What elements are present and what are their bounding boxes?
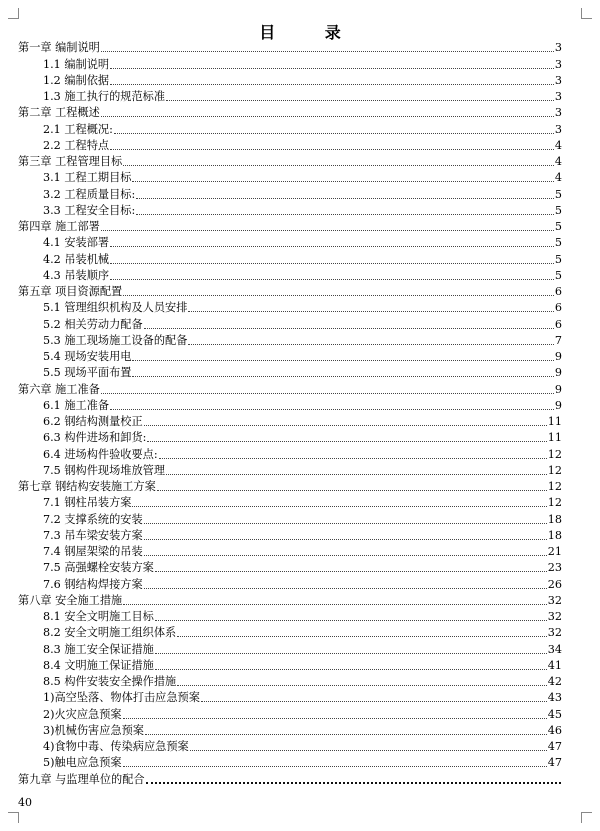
toc-section-entry[interactable] bbox=[18, 185, 562, 201]
toc-section-entry[interactable] bbox=[18, 445, 562, 461]
toc-entry-page: 3 bbox=[554, 41, 562, 55]
toc-leader-dots bbox=[110, 68, 554, 69]
toc-leader-dots bbox=[146, 782, 561, 784]
toc-leader-dots bbox=[110, 84, 554, 85]
toc-section-entry[interactable] bbox=[18, 754, 562, 770]
toc-entry-page: 4 bbox=[554, 138, 562, 152]
toc-section-entry[interactable] bbox=[18, 397, 562, 413]
toc-entry-page: 3 bbox=[554, 106, 562, 120]
toc-entry-page: 47 bbox=[547, 756, 562, 770]
toc-section-entry[interactable] bbox=[18, 88, 562, 104]
toc-section-entry[interactable] bbox=[18, 624, 562, 640]
toc-section-entry[interactable] bbox=[18, 543, 562, 559]
toc-leader-dots bbox=[188, 311, 553, 312]
toc-leader-dots bbox=[201, 701, 547, 702]
toc-entry-page: 12 bbox=[547, 480, 562, 493]
toc-chapter-entry[interactable] bbox=[18, 39, 562, 55]
toc-entry-label: 8.3 施工安全保证措施 bbox=[43, 642, 154, 656]
toc-entry-page: 12 bbox=[547, 463, 562, 477]
toc-section-entry[interactable] bbox=[18, 315, 562, 331]
toc-entry-page: 47 bbox=[547, 740, 562, 753]
toc-entry-label: 5.1 管理组织机构及人员安排 bbox=[43, 301, 188, 315]
toc-entry-label: 5.3 施工现场施工设备的配备 bbox=[43, 333, 188, 347]
toc-entry-page: 43 bbox=[547, 691, 562, 705]
toc-leader-dots bbox=[188, 344, 553, 345]
toc-section-entry[interactable] bbox=[18, 72, 562, 88]
toc-entry-page: 6 bbox=[554, 317, 562, 331]
toc-entry-label: 7.1 钢柱吊装方案 bbox=[43, 496, 132, 510]
toc-entry-label: 4.2 吊装机械 bbox=[43, 252, 110, 266]
toc-entry-page: 6 bbox=[554, 301, 562, 315]
toc-entry-page: 6 bbox=[554, 285, 562, 298]
toc-leader-dots bbox=[101, 230, 554, 231]
toc-entry-label: 第三章 工程管理目标 bbox=[18, 155, 123, 168]
toc-entry-label: 第七章 钢结构安装施工方案 bbox=[18, 480, 156, 493]
toc-entry-label: 1)高空坠落、物体打击应急预案 bbox=[43, 691, 200, 705]
toc-entry-label: 1.3 施工执行的规范标准 bbox=[43, 90, 166, 103]
toc-chapter-entry[interactable] bbox=[18, 218, 562, 234]
toc-entry-page: 3 bbox=[554, 73, 562, 87]
toc-entry-label: 5.5 现场平面布置 bbox=[43, 366, 132, 380]
toc-entry-label: 5.2 相关劳动力配备 bbox=[43, 317, 143, 331]
toc-leader-dots bbox=[155, 653, 547, 654]
toc-entry-label: 第四章 施工部署 bbox=[18, 220, 100, 233]
toc-title: 目 录 bbox=[259, 23, 363, 42]
toc-entry-page: 18 bbox=[547, 528, 562, 542]
toc-entry-page: 9 bbox=[554, 382, 562, 396]
toc-entry-label: 8.4 文明施工保证措施 bbox=[43, 658, 154, 672]
toc-leader-dots bbox=[177, 636, 547, 637]
toc-leader-dots bbox=[132, 506, 546, 507]
toc-entry-label: 6.4 进场构件验收要点: bbox=[43, 447, 158, 461]
toc-leader-dots bbox=[123, 295, 554, 296]
toc-leader-dots bbox=[190, 750, 547, 751]
toc-leader-dots bbox=[123, 718, 547, 719]
toc-leader-dots bbox=[166, 100, 554, 101]
toc-leader-dots bbox=[132, 360, 553, 361]
toc-leader-dots bbox=[110, 149, 554, 150]
toc-leader-dots bbox=[110, 409, 554, 410]
toc-entry-page: 9 bbox=[554, 366, 562, 380]
toc-section-entry[interactable] bbox=[18, 250, 562, 266]
toc-section-entry[interactable] bbox=[18, 137, 562, 153]
toc-section-entry[interactable] bbox=[18, 364, 562, 380]
toc-leader-dots bbox=[166, 474, 547, 475]
toc-entry-label: 6.3 构件进场和卸货: bbox=[43, 431, 147, 445]
toc-entry-label: 7.3 吊车梁安装方案 bbox=[43, 528, 143, 542]
crop-mark-top-left bbox=[8, 8, 19, 19]
toc-entry-page: 5 bbox=[554, 220, 562, 233]
toc-entry-page: 9 bbox=[554, 398, 562, 412]
toc-section-entry[interactable] bbox=[18, 575, 562, 591]
toc-entry-page: 4 bbox=[554, 155, 562, 168]
toc-leader-dots bbox=[144, 555, 547, 556]
toc-section-entry[interactable] bbox=[18, 722, 562, 738]
toc-chapter-entry[interactable] bbox=[18, 770, 562, 786]
toc-entry-page: 3 bbox=[554, 90, 562, 103]
toc-entry-label: 1.2 编制依据 bbox=[43, 73, 110, 87]
toc-entry-page: 12 bbox=[547, 447, 562, 461]
toc-section-entry[interactable] bbox=[18, 689, 562, 705]
toc-section-entry[interactable] bbox=[18, 640, 562, 656]
toc-entry-page: 32 bbox=[547, 610, 562, 623]
toc-leader-dots bbox=[101, 116, 554, 117]
toc-section-entry[interactable] bbox=[18, 234, 562, 250]
toc-section-entry[interactable] bbox=[18, 510, 562, 526]
toc-entry-page: 4 bbox=[554, 171, 562, 185]
toc-entry-label: 3)机械伤害应急预案 bbox=[43, 723, 144, 737]
toc-section-entry[interactable] bbox=[18, 462, 562, 478]
toc-entry-page: 11 bbox=[547, 415, 562, 428]
toc-section-entry[interactable] bbox=[18, 608, 562, 624]
page-number: 40 bbox=[18, 796, 32, 809]
toc-entry-page: 7 bbox=[554, 333, 562, 347]
toc-entry-label: 3.3 工程安全目标: bbox=[43, 203, 136, 217]
toc-leader-dots bbox=[155, 620, 547, 621]
toc-entry-page: 5 bbox=[554, 203, 562, 217]
toc-chapter-entry[interactable] bbox=[18, 380, 562, 396]
toc-chapter-entry[interactable] bbox=[18, 592, 562, 608]
toc-section-entry[interactable] bbox=[18, 332, 562, 348]
toc-entry-page: 42 bbox=[547, 675, 562, 688]
toc-entry-page: 32 bbox=[547, 593, 562, 607]
toc-leader-dots bbox=[136, 214, 554, 215]
toc-leader-dots bbox=[101, 51, 554, 52]
toc-section-entry[interactable] bbox=[18, 348, 562, 364]
toc-entry-label: 第六章 施工准备 bbox=[18, 382, 100, 396]
toc-leader-dots bbox=[159, 458, 547, 459]
toc-leader-dots bbox=[144, 328, 554, 329]
toc-entry-page: 12 bbox=[547, 496, 562, 510]
toc-leader-dots bbox=[110, 279, 554, 280]
toc-entry-label: 8.2 安全文明施工组织体系 bbox=[43, 626, 177, 640]
toc-leader-dots bbox=[110, 263, 554, 264]
toc-section-entry[interactable] bbox=[18, 413, 562, 429]
toc-entry-page: 34 bbox=[547, 642, 562, 656]
table-of-contents bbox=[18, 39, 562, 787]
toc-entry-label: 7.2 支撑系统的安装 bbox=[43, 512, 143, 526]
toc-chapter-entry[interactable] bbox=[18, 104, 562, 120]
toc-section-entry[interactable] bbox=[18, 527, 562, 543]
toc-entry-page: 3 bbox=[554, 122, 562, 136]
toc-entry-label: 7.5 高强螺栓安装方案 bbox=[43, 561, 154, 575]
toc-entry-label: 4.1 安装部署 bbox=[43, 236, 110, 250]
crop-mark-bottom-right bbox=[581, 812, 592, 823]
toc-leader-dots bbox=[114, 133, 554, 134]
toc-entry-page: 32 bbox=[547, 626, 562, 640]
toc-leader-dots bbox=[144, 588, 547, 589]
toc-chapter-entry[interactable] bbox=[18, 153, 562, 169]
toc-leader-dots bbox=[144, 425, 547, 426]
toc-entry-page: 5 bbox=[554, 252, 562, 266]
toc-leader-dots bbox=[155, 571, 547, 572]
toc-entry-label: 第八章 安全施工措施 bbox=[18, 593, 123, 607]
toc-section-entry[interactable] bbox=[18, 169, 562, 185]
toc-leader-dots bbox=[110, 246, 554, 247]
toc-entry-label: 6.2 钢结构测量校正 bbox=[43, 415, 143, 428]
toc-entry-page: 11 bbox=[547, 431, 562, 445]
toc-entry-label: 1.1 编制说明 bbox=[43, 57, 110, 71]
toc-entry-label: 4.3 吊装顺序 bbox=[43, 268, 110, 282]
toc-entry-label: 7.6 钢结构焊接方案 bbox=[43, 577, 143, 591]
toc-entry-page: 45 bbox=[547, 707, 562, 721]
toc-entry-label: 5.4 现场安装用电 bbox=[43, 350, 132, 363]
toc-entry-page: 9 bbox=[554, 350, 562, 363]
toc-entry-label: 第一章 编制说明 bbox=[18, 41, 100, 55]
toc-leader-dots bbox=[123, 604, 547, 605]
toc-entry-page: 18 bbox=[547, 512, 562, 526]
toc-section-entry[interactable] bbox=[18, 673, 562, 689]
crop-mark-top-right bbox=[581, 8, 592, 19]
toc-leader-dots bbox=[123, 165, 554, 166]
toc-entry-label: 3.2 工程质量目标: bbox=[43, 187, 136, 201]
toc-entry-label: 6.1 施工准备 bbox=[43, 398, 110, 412]
toc-leader-dots bbox=[145, 734, 547, 735]
toc-entry-label: 3.1 工程工期目标 bbox=[43, 171, 132, 185]
toc-entry-label: 8.5 构件安装安全操作措施 bbox=[43, 675, 177, 688]
toc-entry-page: 41 bbox=[547, 658, 562, 672]
crop-mark-bottom-left bbox=[8, 812, 19, 823]
toc-chapter-entry[interactable] bbox=[18, 478, 562, 494]
toc-entry-page: 5 bbox=[554, 187, 562, 201]
toc-entry-label: 2.2 工程特点 bbox=[43, 138, 110, 152]
toc-section-entry[interactable] bbox=[18, 429, 562, 445]
toc-leader-dots bbox=[144, 523, 547, 524]
toc-entry-page: 3 bbox=[554, 57, 562, 71]
toc-entry-page: 26 bbox=[547, 577, 562, 591]
toc-leader-dots bbox=[132, 376, 553, 377]
toc-entry-label: 2)火灾应急预案 bbox=[43, 707, 122, 721]
toc-section-entry[interactable] bbox=[18, 202, 562, 218]
toc-section-entry[interactable] bbox=[18, 657, 562, 673]
toc-section-entry[interactable] bbox=[18, 299, 562, 315]
toc-entry-label: 2.1 工程概况: bbox=[43, 122, 113, 136]
toc-section-entry[interactable] bbox=[18, 494, 562, 510]
toc-section-entry[interactable] bbox=[18, 267, 562, 283]
toc-entry-page: 5 bbox=[554, 268, 562, 282]
toc-section-entry[interactable] bbox=[18, 55, 562, 71]
toc-entry-label: 8.1 安全文明施工目标 bbox=[43, 610, 154, 623]
toc-section-entry[interactable] bbox=[18, 559, 562, 575]
toc-leader-dots bbox=[147, 441, 546, 442]
toc-leader-dots bbox=[155, 669, 547, 670]
toc-leader-dots bbox=[101, 393, 554, 394]
toc-leader-dots bbox=[157, 490, 547, 491]
toc-entry-label: 4)食物中毒、传染病应急预案 bbox=[43, 740, 189, 753]
toc-entry-page: 23 bbox=[547, 561, 562, 575]
toc-entry-page: 21 bbox=[547, 545, 562, 558]
toc-leader-dots bbox=[136, 198, 554, 199]
toc-section-entry[interactable] bbox=[18, 705, 562, 721]
toc-entry-label: 第五章 项目资源配置 bbox=[18, 285, 123, 298]
toc-entry-label: 7.4 钢屋架梁的吊装 bbox=[43, 545, 143, 558]
toc-section-entry[interactable] bbox=[18, 738, 562, 754]
toc-entry-label: 7.5 钢构件现场堆放管理 bbox=[43, 463, 166, 477]
toc-leader-dots bbox=[123, 766, 547, 767]
toc-entry-page: 5 bbox=[554, 236, 562, 250]
toc-entry-page: 46 bbox=[547, 723, 562, 737]
toc-entry-label: 第二章 工程概述 bbox=[18, 106, 100, 120]
toc-section-entry[interactable] bbox=[18, 120, 562, 136]
toc-leader-dots bbox=[144, 539, 547, 540]
toc-chapter-entry[interactable] bbox=[18, 283, 562, 299]
toc-entry-label: 第九章 与监理单位的配合 bbox=[18, 772, 145, 786]
toc-leader-dots bbox=[177, 685, 547, 686]
toc-entry-label: 5)触电应急预案 bbox=[43, 756, 122, 770]
toc-leader-dots bbox=[132, 181, 553, 182]
